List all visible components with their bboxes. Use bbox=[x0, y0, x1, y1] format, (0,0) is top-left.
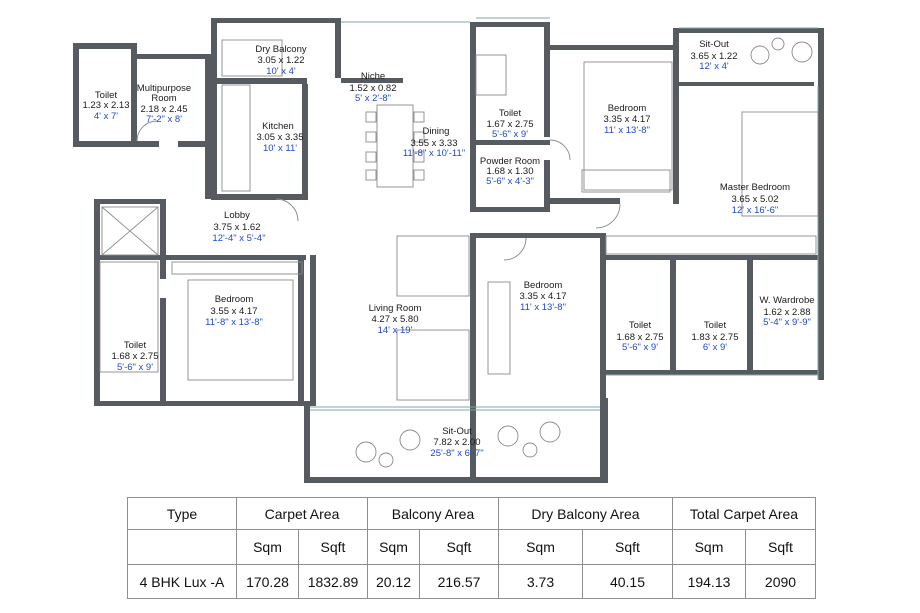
room-dimensions: 1.52 x 0.82 bbox=[349, 83, 397, 94]
room-sit-out-top bbox=[690, 39, 737, 72]
room-dimensions: 3.65 x 1.22 bbox=[690, 51, 738, 62]
unit-sqft: Sqft bbox=[299, 530, 368, 565]
cell-dry-sqm: 3.73 bbox=[499, 565, 583, 599]
room-dining bbox=[403, 126, 465, 159]
cell-total-sqft: 2090 bbox=[746, 565, 816, 599]
table-unit-row bbox=[128, 530, 816, 565]
cell-dry-sqft: 40.15 bbox=[583, 565, 673, 599]
room-imperial: 12'-4" x 5'-4" bbox=[212, 233, 266, 244]
room-master-bedroom bbox=[720, 182, 790, 216]
room-imperial: 11' x 13'-8" bbox=[604, 125, 650, 136]
room-imperial: 5'-6" x 9' bbox=[116, 362, 154, 373]
room-imperial: 12' x 16'-6" bbox=[731, 205, 779, 216]
room-wardrobe bbox=[759, 295, 814, 328]
room-name: Dining bbox=[422, 126, 450, 137]
room-name: Bedroom bbox=[214, 294, 254, 305]
room-dimensions: 2.18 x 2.45 bbox=[140, 104, 188, 115]
room-dimensions: 3.65 x 5.02 bbox=[731, 194, 779, 205]
room-toilet-e bbox=[691, 320, 738, 353]
cell-type: 4 BHK Lux -A bbox=[128, 565, 237, 599]
room-name: Bedroom bbox=[607, 103, 647, 114]
unit-sqm: Sqm bbox=[673, 530, 746, 565]
room-dimensions: 1.68 x 2.75 bbox=[111, 351, 159, 362]
room-toilet-b bbox=[486, 108, 533, 140]
room-kitchen bbox=[256, 121, 303, 154]
room-name: Toilet bbox=[498, 108, 522, 119]
room-name-line2: Room bbox=[151, 93, 177, 104]
header-total-carpet-area: Total Carpet Area bbox=[673, 498, 816, 530]
unit-sqm: Sqm bbox=[499, 530, 583, 565]
unit-empty bbox=[128, 530, 237, 565]
room-name: Powder Room bbox=[479, 156, 541, 167]
room-imperial: 7'-2" x 8' bbox=[145, 114, 183, 125]
room-imperial: 10' x 11' bbox=[262, 143, 298, 154]
room-bedroom-mid bbox=[519, 280, 566, 313]
room-imperial: 25'-8" x 6'-7" bbox=[430, 448, 484, 459]
header-dry-balcony-area: Dry Balcony Area bbox=[499, 498, 673, 530]
room-imperial: 11'-8" x 10'-11" bbox=[402, 148, 466, 159]
room-dimensions: 7.82 x 2.00 bbox=[433, 437, 481, 448]
room-multipurpose bbox=[137, 83, 191, 125]
room-name: Toilet bbox=[628, 320, 652, 331]
room-dimensions: 1.83 x 2.75 bbox=[691, 332, 739, 343]
room-imperial: 10' x 4' bbox=[266, 66, 296, 77]
header-carpet-area: Carpet Area bbox=[237, 498, 368, 530]
room-name: Living Room bbox=[368, 303, 422, 314]
room-imperial: 4' x 7' bbox=[93, 111, 119, 122]
room-dimensions: 3.75 x 1.62 bbox=[213, 222, 261, 233]
room-name: Sit-Out bbox=[442, 426, 472, 437]
room-name: Kitchen bbox=[262, 121, 294, 132]
unit-sqft: Sqft bbox=[583, 530, 673, 565]
cell-total-sqm: 194.13 bbox=[673, 565, 746, 599]
area-table bbox=[127, 497, 816, 599]
room-powder-room bbox=[480, 156, 540, 187]
room-dimensions: 3.35 x 4.17 bbox=[519, 291, 567, 302]
room-name: Master Bedroom bbox=[719, 182, 791, 193]
room-imperial: 5'-6" x 9' bbox=[621, 342, 659, 353]
room-imperial: 11'-8" x 13'-8" bbox=[205, 317, 263, 328]
room-lobby bbox=[212, 210, 265, 244]
room-name: Multipurpose bbox=[136, 83, 192, 94]
unit-sqm: Sqm bbox=[237, 530, 299, 565]
room-imperial: 6' x 9' bbox=[702, 342, 728, 353]
room-imperial: 5'-6" x 9' bbox=[491, 129, 529, 140]
room-dimensions: 1.68 x 1.30 bbox=[486, 166, 534, 177]
room-living-room bbox=[369, 303, 422, 336]
room-toilet-d bbox=[616, 320, 663, 353]
room-dimensions: 4.27 x 5.80 bbox=[371, 314, 419, 325]
room-dimensions: 1.68 x 2.75 bbox=[616, 332, 664, 343]
room-dimensions: 3.55 x 4.17 bbox=[210, 306, 258, 317]
room-dimensions: 3.05 x 3.35 bbox=[256, 132, 304, 143]
room-name: Bedroom bbox=[523, 280, 563, 291]
room-bedroom-top bbox=[603, 103, 650, 136]
room-niche bbox=[349, 71, 396, 104]
unit-sqft: Sqft bbox=[420, 530, 499, 565]
room-dimensions: 1.67 x 2.75 bbox=[486, 119, 534, 130]
room-imperial: 5'-6" x 4'-3" bbox=[486, 176, 534, 187]
cell-carpet-sqft: 1832.89 bbox=[299, 565, 368, 599]
cell-balcony-sqm: 20.12 bbox=[368, 565, 420, 599]
room-name: Toilet bbox=[94, 90, 118, 101]
cell-balcony-sqft: 216.57 bbox=[420, 565, 499, 599]
room-dimensions: 1.62 x 2.88 bbox=[763, 307, 811, 318]
room-dimensions: 3.55 x 3.33 bbox=[410, 138, 458, 149]
room-name: Toilet bbox=[123, 340, 147, 351]
table-header-row bbox=[128, 498, 816, 530]
room-labels bbox=[82, 39, 814, 459]
header-type: Type bbox=[128, 498, 237, 530]
room-dimensions: 1.23 x 2.13 bbox=[82, 100, 130, 111]
room-name: Lobby bbox=[224, 210, 250, 221]
unit-sqft: Sqft bbox=[746, 530, 816, 565]
room-imperial: 14' x 19' bbox=[377, 325, 413, 336]
room-toilet-c bbox=[111, 340, 158, 373]
room-imperial: 12' x 4' bbox=[699, 61, 729, 72]
header-balcony-area: Balcony Area bbox=[368, 498, 499, 530]
room-name: Sit-Out bbox=[699, 39, 729, 50]
room-toilet-a bbox=[82, 90, 129, 122]
room-imperial: 5'-4" x 9'-9" bbox=[763, 317, 811, 328]
room-dry-balcony bbox=[255, 44, 306, 77]
room-name: W. Wardrobe bbox=[759, 295, 815, 306]
room-dimensions: 3.35 x 4.17 bbox=[603, 114, 651, 125]
room-name: Dry Balcony bbox=[255, 44, 307, 55]
room-dimensions: 3.05 x 1.22 bbox=[257, 55, 305, 66]
cell-carpet-sqm: 170.28 bbox=[237, 565, 299, 599]
table-row bbox=[128, 565, 816, 599]
room-name: Niche bbox=[360, 71, 386, 82]
room-imperial: 5' x 2'-8" bbox=[354, 93, 392, 104]
room-imperial: 11' x 13'-8" bbox=[520, 302, 566, 313]
room-name: Toilet bbox=[703, 320, 727, 331]
unit-sqm: Sqm bbox=[368, 530, 420, 565]
room-bedroom-left bbox=[205, 294, 263, 328]
